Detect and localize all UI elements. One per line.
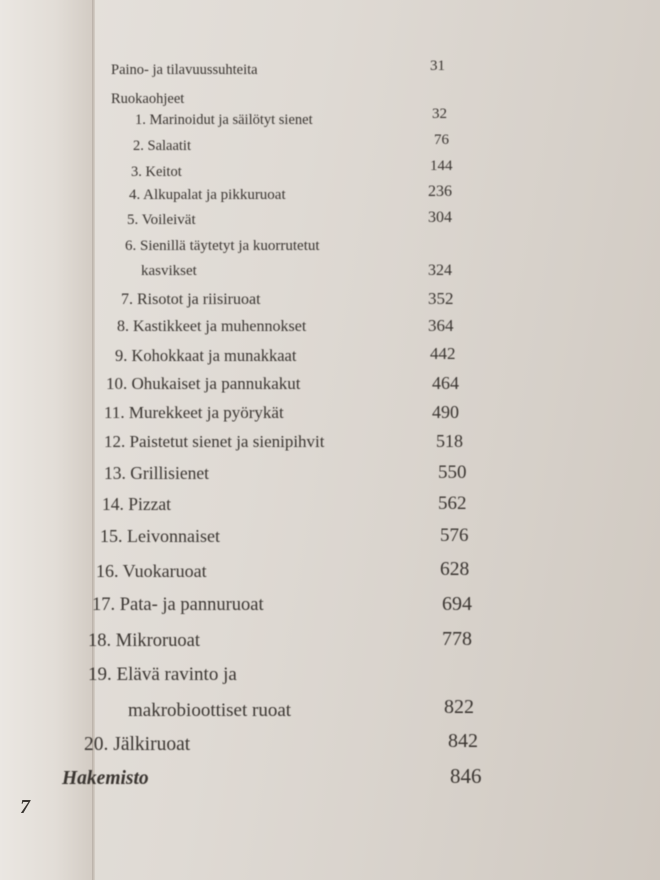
page-number: 7: [20, 796, 30, 818]
toc-entry-page: 550: [438, 462, 467, 483]
toc-entry-label: makrobioottiset ruoat: [128, 700, 292, 721]
toc-entry-label: 5. Voileivät: [127, 212, 196, 228]
toc-entry-label: 16. Vuokaruoat: [96, 561, 207, 581]
toc-entry-page: 628: [440, 559, 470, 580]
toc-entry-page: 846: [450, 764, 482, 788]
toc-entry-page: 324: [428, 262, 452, 279]
toc-entry-page: 518: [436, 431, 463, 451]
toc-entry-label: 18. Mikroruoat: [88, 631, 201, 651]
toc-index-entry: Hakemisto: [62, 768, 149, 789]
toc-entry-label: kasvikset: [141, 263, 197, 279]
toc-entry-page: 842: [448, 730, 478, 752]
toc-entry-page: 562: [438, 493, 467, 514]
toc-entry-page: 236: [428, 183, 452, 200]
toc-entry-page: 364: [428, 316, 454, 335]
toc-entry-page: 144: [430, 158, 453, 174]
toc-entry-page: 822: [444, 696, 474, 718]
toc-entry-label: 2. Salaatit: [133, 138, 191, 154]
toc-entry-label: 17. Pata- ja pannuruoat: [92, 595, 264, 615]
toc-entry-page: 352: [428, 289, 454, 308]
toc-entry-label: 10. Ohukaiset ja pannukakut: [106, 374, 301, 393]
toc-entry-label: 9. Kohokkaat ja munakkaat: [115, 346, 297, 365]
toc-entry-label: 20. Jälkiruoat: [84, 734, 191, 755]
toc-entry-page: 304: [428, 209, 452, 226]
toc-entry-label: 6. Sienillä täytetyt ja kuorrutetut: [125, 238, 320, 254]
toc-section-heading: Ruokaohjeet: [111, 91, 185, 107]
toc-entry-page: 31: [430, 58, 445, 74]
toc-entry-label: 13. Grillisienet: [104, 463, 209, 483]
toc-entry-label: 4. Alkupalat ja pikkuruoat: [129, 187, 286, 203]
toc-entry-page: 694: [442, 593, 472, 615]
toc-entry-page: 76: [434, 132, 449, 148]
toc-entry-label: 15. Leivonnaiset: [100, 526, 220, 546]
toc-entry-label: Paino- ja tilavuussuhteita: [111, 62, 258, 78]
toc-entry-page: 464: [432, 373, 459, 393]
toc-entry-label: 14. Pizzat: [102, 494, 172, 514]
toc-entry-label: 8. Kastikkeet ja muhennokset: [117, 318, 307, 335]
toc-entry-label: 11. Murekkeet ja pyörykät: [104, 403, 284, 422]
toc-entry-page: 778: [442, 628, 472, 650]
toc-entry-page: 576: [440, 525, 469, 546]
toc-entry-label: 1. Marinoidut ja säilötyt sienet: [135, 112, 313, 128]
toc-entry-label: 3. Keitot: [131, 164, 182, 180]
toc-entry-label: 19. Elävä ravinto ja: [88, 664, 237, 685]
toc-entry-label: 7. Risotot ja riisiruoat: [121, 291, 261, 308]
toc-entry-page: 32: [432, 106, 447, 122]
toc-entry-page: 490: [432, 402, 459, 422]
toc-entry-label: 12. Paistetut sienet ja sienipihvit: [104, 432, 325, 451]
toc-entry-page: 442: [430, 344, 456, 363]
